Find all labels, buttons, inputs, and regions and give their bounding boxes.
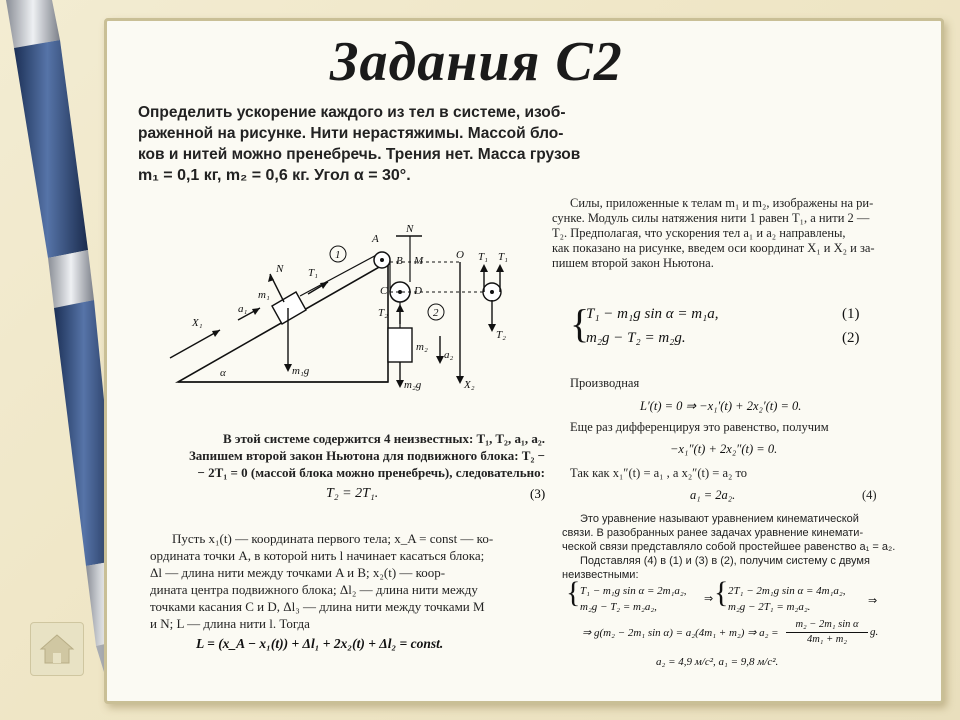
result-fraction: [786, 618, 868, 647]
block-m2: [388, 328, 412, 362]
slide-title: Задания С2: [330, 31, 623, 93]
kinematic-line: Это уравнение называют уравнением кинематической: [580, 513, 859, 525]
problem-line: раженной на рисунке. Нити нерастяжимы. Массой бло-: [138, 125, 564, 142]
physics-diagram: [160, 220, 530, 400]
forces-line: пишем второй закон Ньютона.: [552, 256, 714, 270]
derivative-heading: Производная: [570, 376, 640, 390]
t1b-label: T₁: [498, 251, 508, 263]
result-formula: ⇒ g(m₂ − 2m₁ sin α) = a₂(4m₁ + m₂) ⇒ a₂ =: [582, 627, 779, 639]
equation-4-number: (4): [862, 488, 877, 502]
derivative-formula-3: a₁ = 2a₂.: [690, 488, 736, 502]
t1-label: T₁: [308, 267, 318, 279]
final-right-1: 2T₁ − 2m₁g sin α = 4m₁a₂,: [728, 585, 846, 597]
let-line: ордината точки A, в которой нить l начинает касаться блока;: [150, 548, 485, 563]
forces-line: T₂. Предполагая, что ускорения тел a₁ и a₂ направлены,: [552, 226, 846, 240]
point-a-label: A: [372, 233, 379, 245]
kinematic-line: ческой связи представляло собой простейшее равенство a₁ = a₂.: [562, 541, 896, 553]
a1-label: a₁: [238, 303, 248, 315]
problem-line: ков и нитей можно пренебречь. Трения нет. Масса грузов: [138, 146, 581, 163]
let-line: Пусть x₁(t) — координата первого тела; x_A = const — ко-: [172, 531, 494, 546]
point-m-label: M: [414, 255, 424, 267]
final-left-2: m₂g − T₂ = m₂a₂,: [580, 601, 657, 613]
equation-2-number: (2): [842, 330, 860, 346]
point-c-label: C: [380, 285, 388, 297]
m1-label: m₁: [258, 289, 270, 301]
unknowns-line: Запишем второй закон Ньютона для подвижного блока: T₂ −: [188, 448, 545, 463]
string2-label: 2: [433, 307, 439, 319]
implies-arrow-2: ⇒: [868, 595, 878, 607]
brace-icon: {: [570, 301, 590, 346]
answer: a₂ = 4,9 м/с², a₁ = 9,8 м/с².: [656, 656, 779, 668]
unknowns-line: − 2T₁ = 0 (массой блока можно пренебречь), следовательно:: [197, 465, 545, 480]
unknowns-description: [150, 430, 545, 481]
final-left-1: T₁ − m₁g sin α = 2m₁a₂,: [580, 585, 687, 597]
forces-line: сунке. Модуль силы натяжения нити 1 равен T₁, а нити 2 —: [552, 211, 870, 225]
t1a-label: T₁: [478, 251, 488, 263]
problem-statement: [138, 102, 618, 186]
let-line: и N; L — длина нити l. Тогда: [150, 616, 310, 631]
t2-label: T₂: [378, 307, 388, 319]
m2g-label: m₂g: [404, 379, 422, 391]
kinematic-description: [562, 512, 902, 582]
equation-3: T₂ = 2T₁.: [326, 486, 379, 501]
final-right-2: m₂g − 2T₁ = m₂a₂.: [728, 601, 811, 613]
equation-1-number: (1): [842, 306, 860, 322]
derivative-text-3: Так как x₁″(t) = a₁ , а x₂″(t) = a₂ то: [570, 466, 748, 480]
alpha-label: α: [220, 367, 226, 379]
let-line: дината центра подвижного блока; Δl₂ — длина нити между: [150, 582, 478, 597]
forces-line: Силы, приложенные к телам m₁ и m₂, изображены на ри-: [570, 196, 874, 210]
derivative-formula-1: L′(t) = 0 ⇒ −x₁′(t) + 2x₂′(t) = 0.: [640, 399, 802, 413]
n-vec-label: N: [276, 263, 284, 275]
m1g-label: m₁g: [292, 365, 310, 377]
let-line: точками касания C и D, Δl₃ — длина нити между точками M: [150, 599, 485, 614]
equation-3-number: (3): [530, 486, 546, 501]
length-formula: L = (x_A − x₁(t)) + Δl₁ + 2x₂(t) + Δl₂ = const.: [196, 636, 444, 651]
block-m1: [272, 292, 306, 324]
kinematic-line: неизвестными:: [562, 569, 639, 581]
derivative-formula-2: −x₁″(t) + 2x₂″(t) = 0.: [670, 442, 778, 456]
equation-1: T₁ − m₁g sin α = m₁a,: [586, 306, 719, 322]
point-n-label: N: [406, 223, 414, 235]
x2-label: X₂: [464, 379, 475, 391]
home-button[interactable]: [30, 622, 84, 676]
x1-label: X₁: [192, 317, 203, 329]
problem-line: Определить ускорение каждого из тел в системе, изоб-: [138, 104, 566, 121]
equation-2: m₂g − T₂ = m₂g.: [586, 330, 686, 346]
a2-label: a₂: [444, 349, 454, 361]
implies-arrow: ⇒: [704, 593, 714, 605]
home-icon: [31, 623, 83, 675]
kinematic-line: связи. В разобранных ранее задачах уравнение кинемати-: [562, 527, 864, 539]
point-b-label: B: [396, 255, 403, 267]
forces-description: [552, 196, 904, 271]
fraction-suffix: g.: [870, 626, 879, 638]
t2b-label: T₂: [496, 329, 506, 341]
newton-system: [570, 302, 870, 350]
point-d-label: D: [414, 285, 422, 297]
let-description: [150, 530, 542, 632]
let-line: Δl — длина нити между точками A и B; x₂(t) — коор-: [150, 565, 446, 580]
problem-line: m₁ = 0,1 кг, m₂ = 0,6 кг. Угол α = 30°.: [138, 167, 411, 184]
point-o-label: O: [456, 249, 464, 261]
fraction-denominator: 4m₁ + m₂: [806, 634, 848, 645]
kinematic-line: Подставляя (4) в (1) и (3) в (2), получим систему с двумя: [580, 555, 870, 567]
string1-label: 1: [335, 249, 341, 261]
derivative-text-2: Еще раз дифференцируя это равенство, получим: [570, 420, 829, 434]
forces-line: как показано на рисунке, введем оси координат X₁ и X₂ и за-: [552, 241, 875, 255]
fraction-numerator: m₂ − 2m₁ sin α: [786, 618, 868, 633]
unknowns-line: В этой системе содержится 4 неизвестных: T₁, T₂, a₁, a₂.: [222, 431, 545, 446]
m2-label: m₂: [416, 341, 428, 353]
